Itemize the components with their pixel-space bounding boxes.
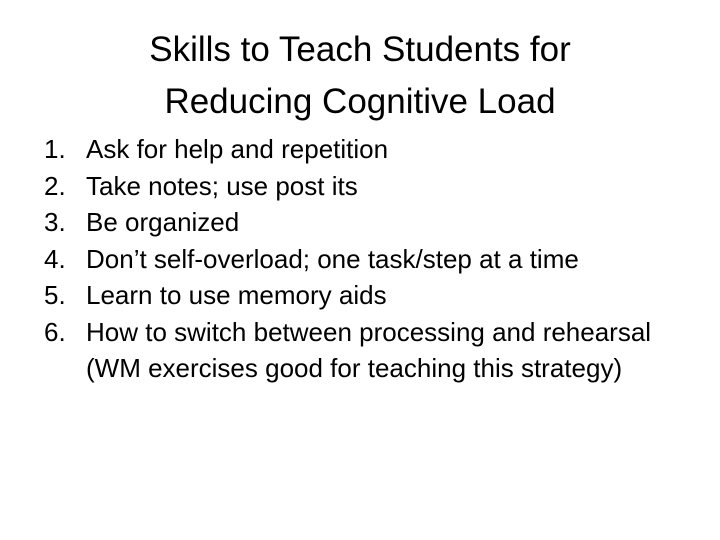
- skills-list: [44, 131, 684, 387]
- list-item-text: Don’t self-overload; one task/step at a time: [86, 243, 579, 274]
- list-item-text: Be organized: [86, 207, 240, 238]
- list-item-number: 1.: [44, 134, 66, 164]
- list-item: [44, 131, 684, 167]
- list-item: [44, 241, 684, 277]
- list-item: [44, 277, 684, 313]
- slide-title: [40, 24, 680, 128]
- list-item-text: Learn to use memory aids: [86, 280, 387, 311]
- slide-title-line-2: Reducing Cognitive Load: [164, 82, 556, 121]
- list-item-number: 4.: [44, 243, 66, 274]
- list-item-number: 6.: [44, 316, 66, 347]
- list-item: [44, 314, 684, 386]
- list-item: [44, 204, 684, 240]
- list-item-text: Take notes; use post its: [86, 170, 358, 201]
- slide-title-line-1: Skills to Teach Students for: [149, 30, 571, 69]
- list-item-number: 3.: [44, 207, 66, 238]
- list-item-number: 5.: [44, 280, 66, 311]
- list-item-number: 2.: [44, 170, 66, 201]
- list-item-text: How to switch between processing and rehearsal (WM exercises good for teaching this strategy): [86, 316, 652, 383]
- list-item-text: Ask for help and repetition: [86, 134, 389, 164]
- list-item: [44, 168, 684, 204]
